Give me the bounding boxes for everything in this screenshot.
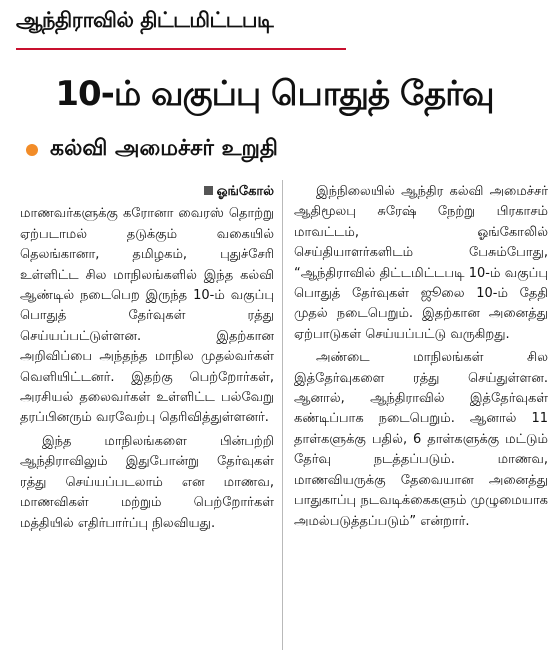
article-column-right (294, 182, 548, 535)
headline: 10-ம் வகுப்பு பொதுத் தேர்வு (55, 74, 494, 114)
paragraph: இந்நிலையில் ஆந்திர கல்வி அமைச்சர் ஆதிமூலபு சுரேஷ் நேற்று பிரகாசம் மாவட்டம், ஓங்கோலில் செய்தியாளர்களிடம் பேசும்போது, “ஆந்திராவில் திட்டமிட்டபடி 10-ம் வகுப்பு பொதுத் தேர்வுகள் ஜூலை 10-ம் தேதி முதல் நடைபெறும். இதற்கான அனைத்து ஏற்பாடுகள் செய்யப்பட்டு வருகிறது. (294, 184, 548, 342)
dateline-text: ஓங்கோல் (216, 184, 274, 199)
paragraph: மாணவர்களுக்கு கரோனா வைரஸ் தொற்று ஏற்படாமல் தடுக்கும் வகையில் தெலங்கானா, தமிழகம், புதுச்சேரி உள்ளிட்ட சில மாநிலங்களில் இந்த கல்வி ஆண்டில் நடைபெற இருந்த 10-ம் வகுப்பு பொதுத் தேர்வுகள் ரத்து செய்யப்பட்டுள்ளன. இதற்கான அறிவிப்பை அந்தந்த மாநில முதல்வர்கள் வெளியிட்டனர். இதற்கு பெற்றோர்கள், அரசியல் தலைவர்கள் உள்ளிட்ட பல்வேறு தரப்பினரும் வரவேற்பு தெரிவித்துள்ளனர். (20, 206, 274, 426)
article-column-left (20, 182, 274, 537)
bullet-dot-icon (26, 144, 38, 156)
paragraph: அண்டை மாநிலங்கள் சில இத்தேர்வுகளை ரத்து செய்துள்ளன. ஆனால், ஆந்திராவில் இத்தேர்வுகள் கண்டிப்பாக நடைபெறும். ஆனால் 11 தாள்களுக்கு பதில், 6 தாள்களுக்கு மட்டும் தேர்வு நடத்தப்படும். மாணவ, மாணவியருக்கு தேவையான அனைத்து பாதுகாப்பு நடவடிக்கைகளும் முழுமையாக அமல்படுத்தப்படும்” என்றார். (294, 350, 548, 529)
dateline (20, 182, 274, 202)
paragraph: இந்த மாநிலங்களை பின்பற்றி ஆந்திராவிலும் இதுபோன்று தேர்வுகள் ரத்து செய்யப்படலாம் என மாணவ, மாணவிகள் மற்றும் பெற்றோர்கள் மத்தியில் எதிர்பார்ப்பு நிலவியது. (20, 433, 274, 531)
column-divider (282, 180, 283, 650)
kicker: ஆந்திராவில் திட்டமிட்டபடி (16, 8, 274, 32)
subheadline-text: கல்வி அமைச்சர் உறுதி (50, 136, 278, 161)
subheadline (26, 136, 278, 164)
dateline-square-icon (204, 186, 213, 195)
kicker-underline (16, 48, 346, 50)
